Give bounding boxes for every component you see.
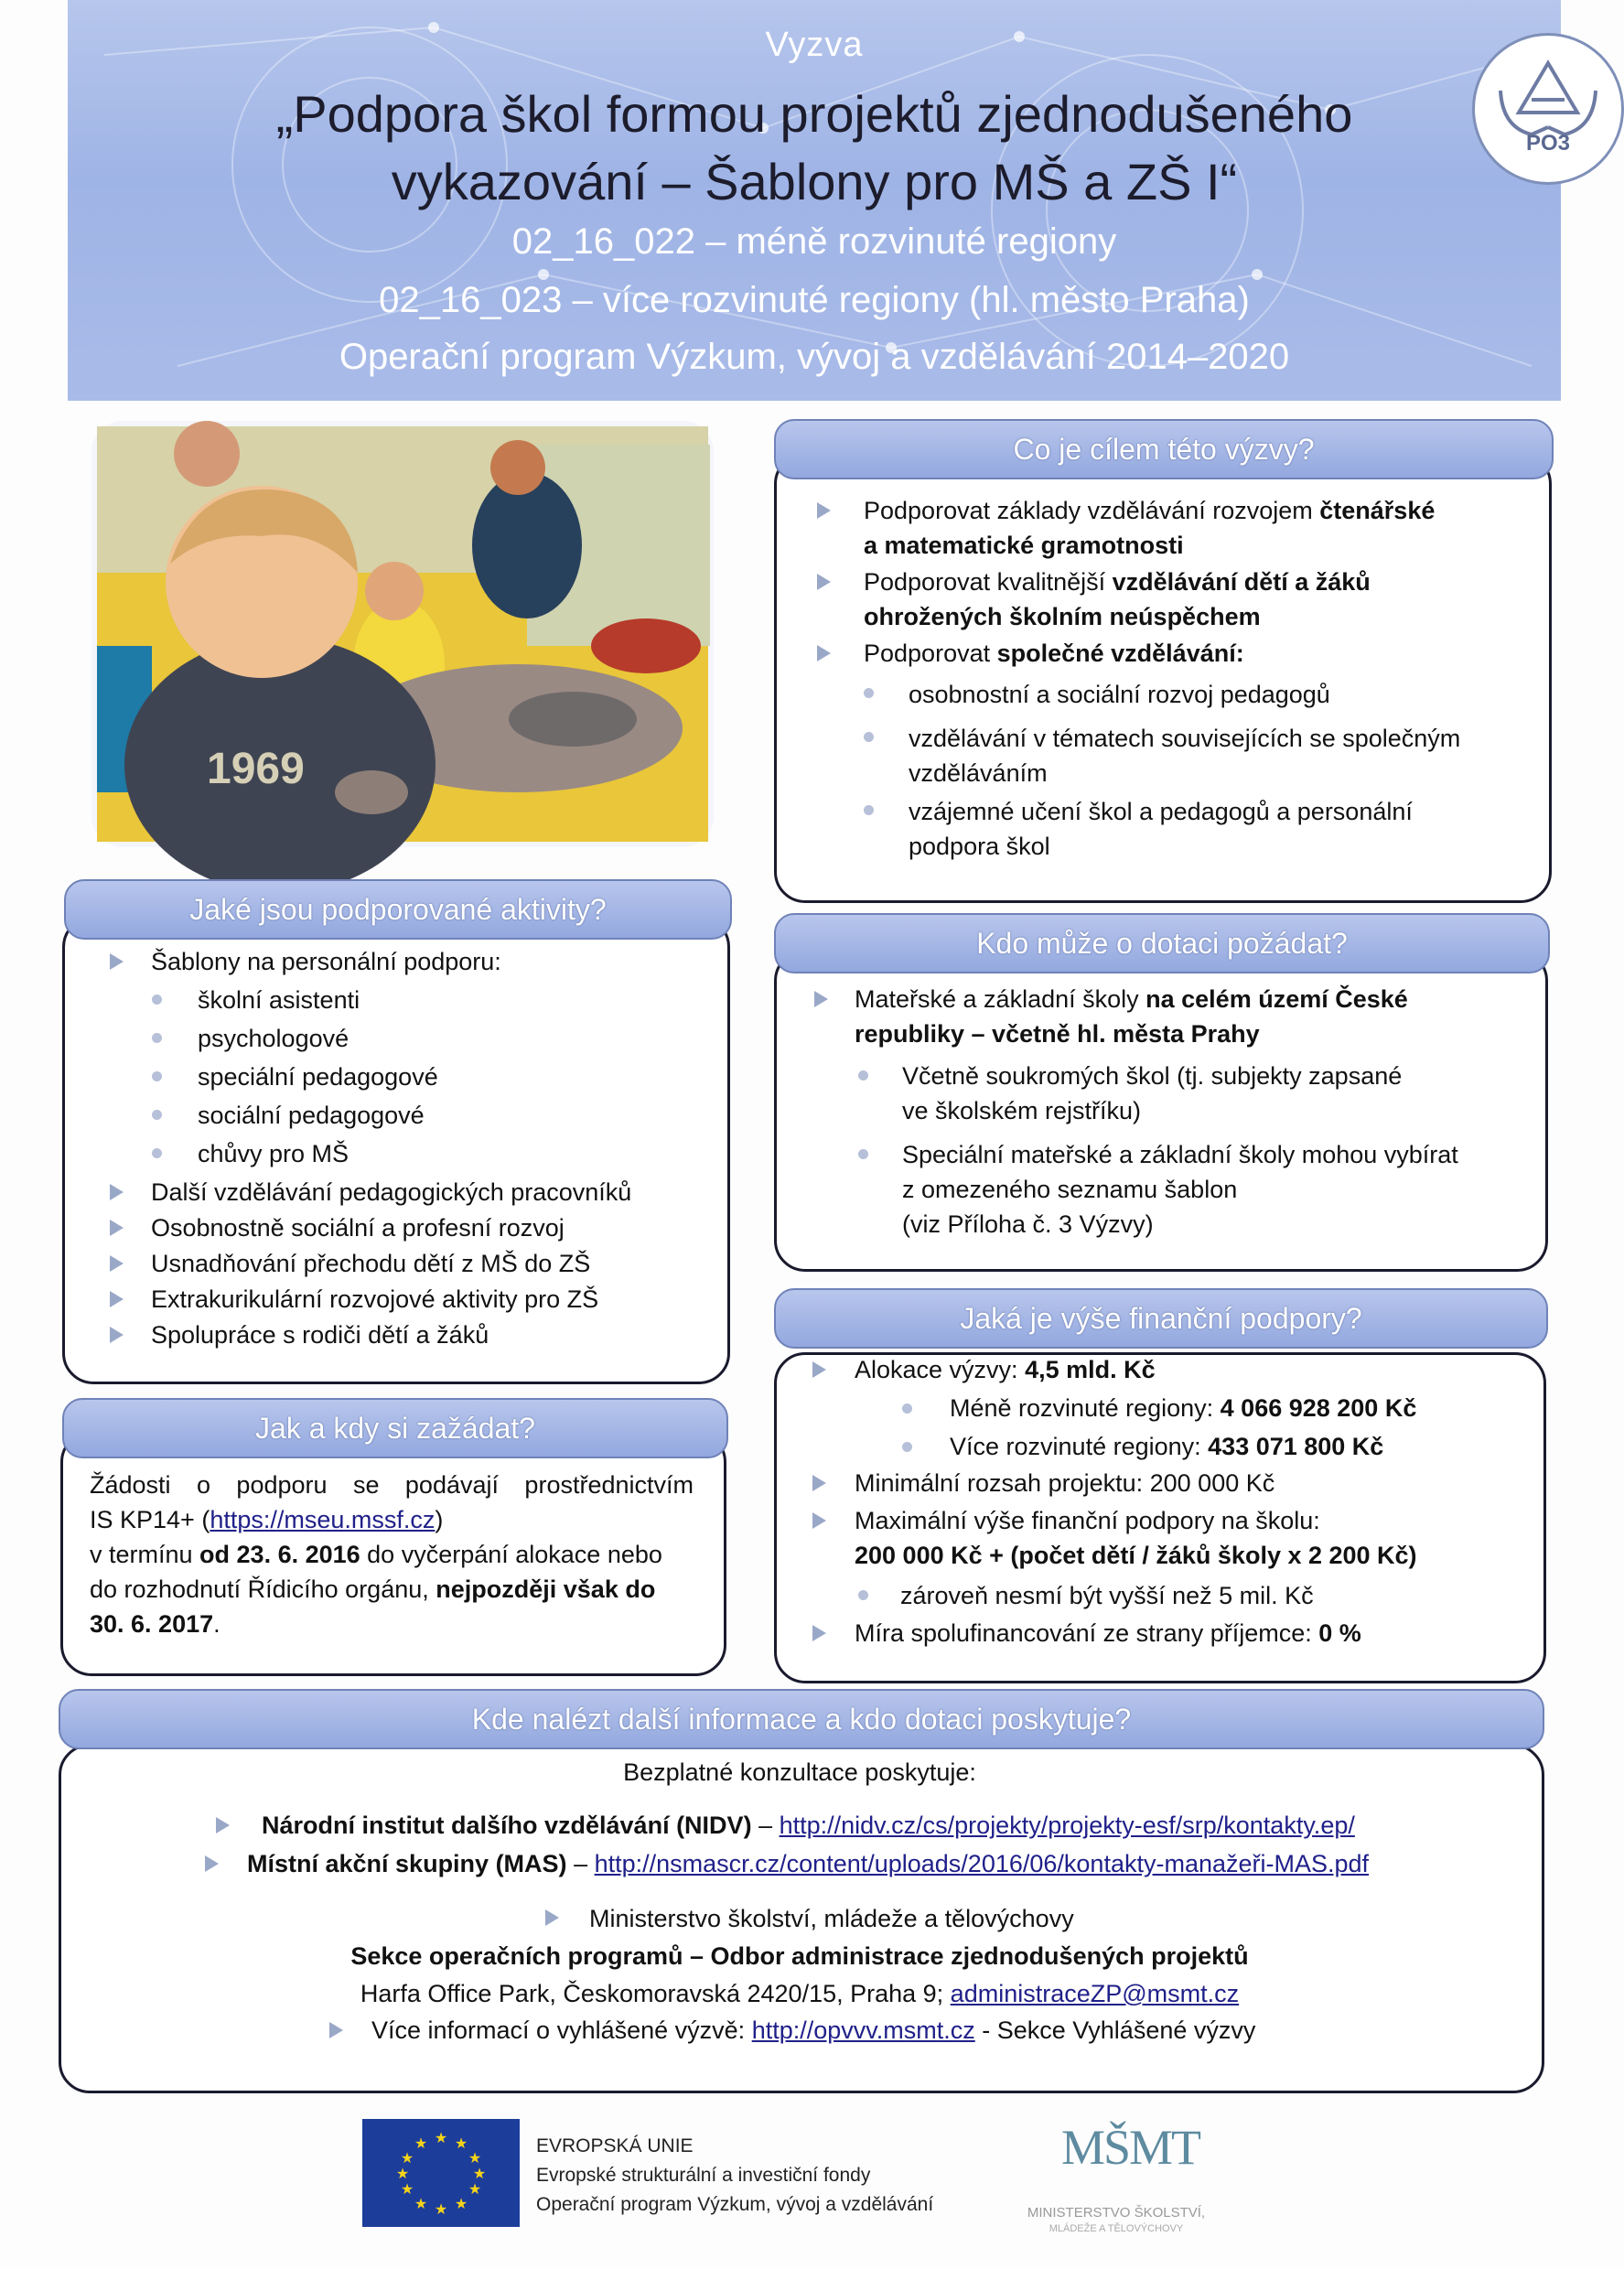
eu-stars-icon: [362, 2119, 520, 2227]
activity-4: Usnadňování přechodu dětí z MŠ do ZŠ: [151, 1250, 591, 1277]
bullet-arrow-icon: [812, 1512, 826, 1529]
ministry-address: Harfa Office Park, Českomoravská 2420/15, Praha 9; administraceZP@msmt.cz: [360, 1980, 1240, 2007]
finance-cap: zároveň nesmí být vyšší než 5 mil. Kč: [900, 1582, 1314, 1609]
finance-less-developed: Méně rozvinuté regiony: 4 066 928 200 Kč: [950, 1394, 1417, 1422]
bullet-dot-icon: [858, 1070, 868, 1081]
svg-text:1969: 1969: [207, 745, 305, 793]
goal-subitem-3-cont: podpora škol: [909, 833, 1050, 860]
bullet-dot-icon: [864, 732, 874, 742]
activity-sub-2: psychologové: [198, 1025, 350, 1052]
activity-templates: Šablony na personální podporu:: [151, 948, 501, 975]
bullet-arrow-icon: [545, 1909, 559, 1926]
bullet-arrow-icon: [110, 1184, 124, 1200]
eu-flag-logo: [362, 2119, 520, 2227]
bullet-arrow-icon: [817, 502, 831, 519]
nidv-link[interactable]: http://nidv.cz/cs/projekty/projekty-esf/srp/kontakty.ep/: [779, 1812, 1355, 1839]
ministry-name: Ministerstvo školství, mládeže a tělovýchovy: [589, 1905, 1074, 1932]
bullet-arrow-icon: [812, 1475, 826, 1491]
bullet-dot-icon: [864, 688, 874, 698]
bullet-arrow-icon: [329, 2022, 343, 2038]
call-code-more-developed: 02_16_023 – více rozvinuté regiony (hl. město Praha): [379, 280, 1250, 320]
classroom-photo-illustration: [97, 426, 708, 842]
goal-subitem-2-cont: vzděláváním: [909, 759, 1048, 787]
bullet-arrow-icon: [814, 991, 828, 1007]
goal-item-1: Podporovat základy vzdělávání rozvojem čtenářské a matematické gramotnosti: [864, 497, 1436, 559]
finance-heading: Jaká je výše finanční podpory?: [774, 1288, 1548, 1349]
goal-item-2: Podporovat kvalitnější vzdělávání dětí a žáků ohrožených školním neúspěchem: [864, 568, 1371, 630]
bullet-arrow-icon: [812, 1361, 826, 1378]
goal-subitem-2: vzdělávání v tématech souvisejících se společným: [909, 725, 1461, 752]
mseu-link[interactable]: https://mseu.mssf.cz: [210, 1506, 436, 1533]
bullet-dot-icon: [902, 1442, 912, 1452]
goal-subitem-3: vzájemné učení škol a pedagogů a personální: [909, 798, 1413, 825]
svg-text:★: ★: [454, 2135, 468, 2152]
po3-logo: [1472, 33, 1624, 185]
goal-item-3: Podporovat společné vzdělávání:: [864, 640, 1244, 667]
svg-text:★: ★: [472, 2165, 487, 2182]
bullet-arrow-icon: [817, 574, 831, 590]
free-consultation: Bezplatné konzultace poskytuje:: [623, 1758, 976, 1786]
bullet-dot-icon: [858, 1149, 868, 1159]
activity-sub-1: školní asistenti: [198, 986, 360, 1014]
bullet-arrow-icon: [110, 953, 124, 970]
activity-3: Osobnostně sociální a profesní rozvoj: [151, 1214, 565, 1242]
children-modelling-photo: [97, 426, 708, 842]
activity-sub-4: sociální pedagogové: [198, 1102, 425, 1129]
eligibility-private: Včetně soukromých škol (tj. subjekty zapsané ve školském rejstříku): [902, 1062, 1403, 1124]
po3-logo-text: PO3: [1525, 131, 1571, 156]
finance-allocation: Alokace výzvy: 4,5 mld. Kč: [855, 1356, 1156, 1383]
bullet-arrow-icon: [216, 1817, 230, 1833]
call-code-less-developed: 02_16_022 – méně rozvinuté regiony: [511, 221, 1117, 262]
bullet-arrow-icon: [110, 1291, 124, 1307]
goal-subitem-1: osobnostní a sociální rozvoj pedagogů: [909, 681, 1330, 708]
operational-programme: Operační program Výzkum, vývoj a vzdělávání 2014–2020: [339, 337, 1290, 377]
bullet-arrow-icon: [205, 1855, 219, 1872]
svg-text:★: ★: [468, 2180, 482, 2198]
msmt-mark: MŠMT: [1061, 2120, 1200, 2175]
opvvv-link[interactable]: http://opvvv.msmt.cz: [751, 2016, 975, 2044]
svg-text:★: ★: [434, 2129, 448, 2146]
svg-text:★: ★: [414, 2195, 428, 2212]
eligibility-main: Mateřské a základní školy na celém území České republiky – včetně hl. města Prahy: [855, 985, 1408, 1048]
email-link[interactable]: administraceZP@msmt.cz: [950, 1980, 1240, 2007]
mas-link[interactable]: http://nsmascr.cz/content/uploads/2016/06/kontakty-manažeři-MAS.pdf: [594, 1850, 1370, 1877]
msmt-name-line2: MLÁDEŽE A TĚLOVÝCHOVY: [1049, 2223, 1184, 2234]
bullet-dot-icon: [858, 1590, 868, 1600]
nidv-contact: Národní institut dalšího vzdělávání (NIDV) – http://nidv.cz/cs/projekty/projekty-esf/srp/kontakty.ep/: [262, 1812, 1355, 1839]
svg-text:★: ★: [400, 2180, 414, 2198]
msmt-logo: [1006, 2119, 1226, 2247]
finance-minimum: Minimální rozsah projektu: 200 000 Kč: [855, 1469, 1275, 1497]
bullet-dot-icon: [152, 1071, 162, 1081]
activity-5: Extrakurikulární rozvojové aktivity pro ZŠ: [151, 1285, 599, 1313]
finance-maximum: Maximální výše finanční podpory na školu: 200 000 Kč + (počet dětí / žáků školy x 2 200 Kč): [855, 1507, 1417, 1569]
application-heading: Jak a kdy si zažádat?: [62, 1398, 728, 1458]
finance-more-developed: Více rozvinuté regiony: 433 071 800 Kč: [950, 1433, 1384, 1460]
svg-text:★: ★: [468, 2149, 482, 2167]
application-text: Žádosti o podporu se podávají prostřednictvím IS KP14+ (https://mseu.mssf.cz) v termínu od 23. 6. 2016 do vyčerpání alokace nebo do rozhodnutí Řídicího orgánu, nejpozději však do 30. 6. 2017.: [90, 1471, 694, 1638]
svg-text:★: ★: [395, 2165, 410, 2182]
bullet-dot-icon: [864, 805, 874, 815]
hands-triangle-icon: [1475, 36, 1621, 182]
header-banner: [68, 0, 1571, 401]
bullet-dot-icon: [152, 1033, 162, 1043]
activity-6: Spolupráce s rodiči dětí a žáků: [151, 1321, 489, 1349]
bullet-arrow-icon: [110, 1255, 124, 1272]
svg-text:★: ★: [414, 2135, 428, 2152]
bullet-dot-icon: [902, 1403, 912, 1414]
bullet-arrow-icon: [817, 645, 831, 661]
ministry-section: Sekce operačních programů – Odbor administrace zjednodušených projektů: [350, 1942, 1249, 1970]
activity-sub-5: chůvy pro MŠ: [198, 1140, 350, 1167]
eu-funding-text: EVROPSKÁ UNIE Evropské strukturální a investiční fondy Operační program Výzkum, vývoj a vzdělávání: [536, 2135, 934, 2215]
bullet-arrow-icon: [812, 1625, 826, 1641]
bullet-dot-icon: [152, 1110, 162, 1120]
call-title-line1: „Podpora škol formou projektů zjednodušeného: [275, 85, 1353, 143]
goal-heading: Co je cílem této výzvy?: [774, 419, 1554, 479]
call-title-line2: vykazování – Šablony pro MŠ a ZŠ I“: [391, 153, 1238, 210]
svg-text:★: ★: [454, 2195, 468, 2212]
eligibility-heading: Kdo může o dotaci požádat?: [774, 913, 1550, 973]
svg-text:★: ★: [434, 2200, 448, 2218]
bullet-dot-icon: [152, 995, 162, 1005]
activities-heading: Jaké jsou podporované aktivity?: [64, 879, 732, 940]
bullet-dot-icon: [152, 1148, 162, 1158]
svg-text:★: ★: [400, 2149, 414, 2167]
bullet-arrow-icon: [110, 1327, 124, 1343]
msmt-name-line1: MINISTERSTVO ŠKOLSTVÍ,: [1027, 2205, 1206, 2221]
more-info: Více informací o vyhlášené výzvě: http://opvvv.msmt.cz - Sekce Vyhlášené výzvy: [371, 2016, 1256, 2044]
mas-contact: Místní akční skupiny (MAS) – http://nsmascr.cz/content/uploads/2016/06/kontakty-manažeři-MAS.pdf: [247, 1850, 1370, 1877]
finance-cofinancing: Míra spolufinancování ze strany příjemce: 0 %: [855, 1619, 1361, 1647]
activity-2: Další vzdělávání pedagogických pracovníků: [151, 1178, 632, 1206]
bullet-arrow-icon: [110, 1220, 124, 1236]
eligibility-special: Speciální mateřské a základní školy mohou vybírat z omezeného seznamu šablon (viz Příloha č. 3 Výzvy): [902, 1141, 1458, 1238]
contacts-heading: Kde nalézt další informace a kdo dotaci poskytuje?: [59, 1689, 1544, 1749]
activity-sub-3: speciální pedagogové: [198, 1063, 438, 1091]
call-label: Vyzva: [765, 26, 864, 64]
